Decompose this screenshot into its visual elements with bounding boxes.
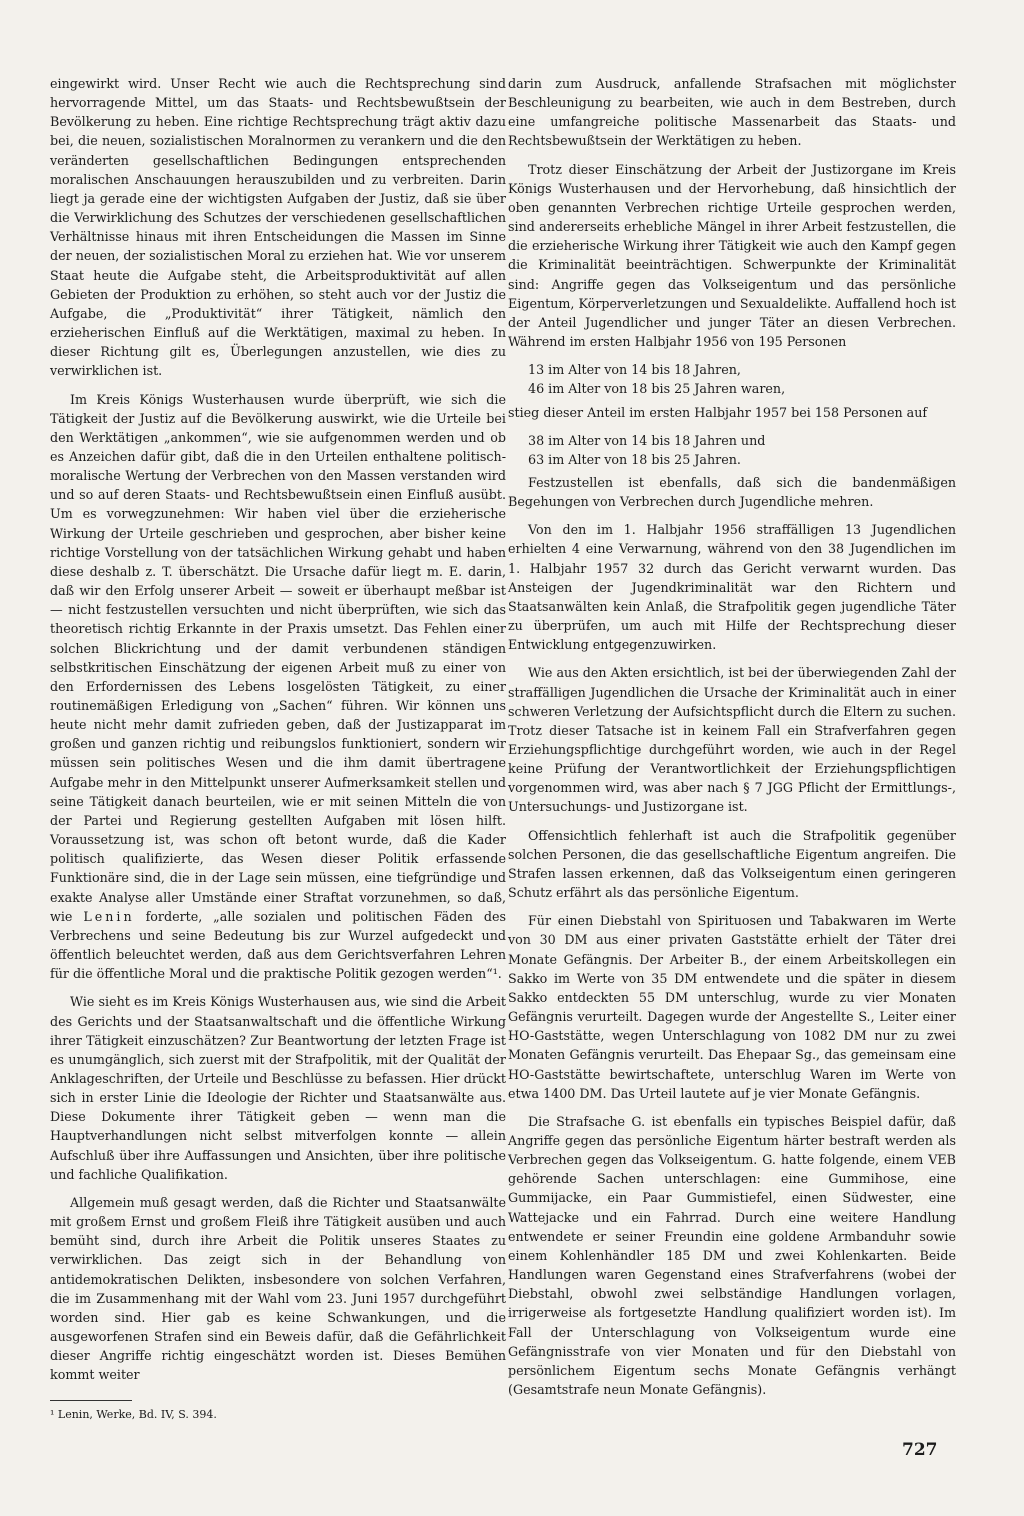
- statistics-line: 13 im Alter von 14 bis 18 Jahren,: [528, 362, 741, 378]
- page-number: 727: [902, 1440, 938, 1460]
- paragraph: [50, 390, 506, 984]
- paragraph: Festzustellen ist ebenfalls, daß sich die bandenmäßigen Begehungen von Verbrechen durch Jugendliche mehren.: [508, 474, 956, 510]
- footnote-divider: [50, 1400, 132, 1401]
- statistics-list: [508, 431, 956, 469]
- paragraph: darin zum Ausdruck, anfallende Strafsachen mit möglichster Beschleunigung zu bearbeiten, wie auch in dem Bestreben, durch eine umfangreiche politische Massenarbeit das Staats- und Rechtsbewußtsein der Werktätigen zu heben.: [508, 76, 956, 149]
- paragraph: Trotz dieser Einschätzung der Arbeit der Justizorgane im Kreis Königs Wusterhausen und der Hervorhebung, daß hinsichtlich der oben genannten Verbrechen richtige Urteile gesprochen werden, sind andererseits erhebliche Mängel in ihrer Arbeit festzustellen, die die erzieherische Wirkung ihrer Tätigkeit wie auch den Kampf gegen die Kriminalität beeinträchtigen. Schwerpunkte der Kriminalität sind: Angriffe gegen das Volkseigentum und das persönliche Eigentum, Körperverletzungen und Sexualdelikte. Auffallend hoch ist der Anteil Jugendlicher und junger Täter an diesen Verbrechen. Während im ersten Halbjahr 1956 von 195 Personen: [508, 161, 956, 350]
- spaced-name: Lenin: [83, 908, 135, 924]
- paragraph: eingewirkt wird. Unser Recht wie auch die Rechtsprechung sind hervorragende Mittel, um das Staats- und Rechtsbewußtsein der Bevölkerung zu heben. Eine richtige Rechtsprechung trägt aktiv dazu bei, die neuen, sozialistischen Moralnormen zu verankern und die den veränderten gesellschaftlichen Bedingungen entsprechenden moralischen Anschauungen herauszubilden und zu verbreiten. Darin liegt ja gerade eine der wichtigsten Aufgaben der Justiz, daß sie über die Verwirklichung des Schutzes der verschiedenen gesellschaftlichen Verhältnisse hinaus mit ihren Entscheidungen die Massen im Sinne der neuen, der sozialistischen Moral zu erziehen hat. Wie vor unserem Staat heute die Aufgabe steht, die Arbeitsproduktivität auf allen Gebieten der Produktion zu erhöhen, so steht auch vor der Justiz die Aufgabe, die „Produktivität“ ihrer Tätigkeit, nämlich den erzieherischen Einfluß auf die Werktätigen, maximal zu heben. In dieser Richtung gilt es, Überlegungen anzustellen, wie dies zu verwirklichen ist.: [50, 76, 506, 379]
- paragraph: Allgemein muß gesagt werden, daß die Richter und Staatsanwälte mit großem Ernst und großem Fleiß ihre Tätigkeit ausüben und auch bemüht sind, durch ihre Arbeit die Politik unseres Staates zu verwirklichen. Das zeigt sich in der Behandlung von antidemokratischen Delikten, insbesondere von solchen Verfahren, die im Zusammenhang mit der Wahl vom 23. Juni 1957 durchgeführt worden sind. Hier gab es keine Schwankungen, und die ausgeworfenen Strafen sind ein Beweis dafür, daß die Gefährlichkeit dieser Angriffe richtig eingeschätzt worden ist. Dieses Bemühen kommt weiter: [50, 1194, 506, 1383]
- text-run: forderte, „alle sozialen und politischen Fäden des Verbrechens und seine Bedeutung bis zur Wurzel aufgedeckt und öffentlich beleuchtet werden, daß aus dem Gerichtsverfahren Lehren für die öffentliche Moral und die praktische Politik gezogen werden“¹.: [50, 908, 506, 982]
- footnote: ¹ Lenin, Werke, Bd. IV, S. 394.: [50, 1408, 217, 1422]
- statistics-line: 63 im Alter von 18 bis 25 Jahren.: [528, 451, 741, 467]
- paragraph: stieg dieser Anteil im ersten Halbjahr 1957 bei 158 Personen auf: [508, 404, 928, 420]
- right-column: [508, 74, 956, 1408]
- paragraph: Wie aus den Akten ersichtlich, ist bei der überwiegenden Zahl der straffälligen Jugendlichen die Ursache der Kriminalität auch in einer schweren Verletzung der Aufsichtspflicht durch die Eltern zu suchen. Trotz dieser Tatsache ist in keinem Fall ein Strafverfahren gegen Erziehungspflichtige durchgeführt worden, wie auch in der Regel keine Prüfung der Verantwortlichkeit der Erziehungspflichtigen vorgenommen wird, was aber nach § 7 JGG Pflicht der Ermittlungs-, Untersuchungs- und Justizorgane ist.: [508, 665, 956, 815]
- paragraph: Für einen Diebstahl von Spirituosen und Tabakwaren im Werte von 30 DM aus einer privaten Gaststätte erhielt der Täter drei Monate Gefängnis. Der Arbeiter B., der einem Arbeitskollegen ein Sakko im Werte von 35 DM entwendete und die später in diesem Sakko entdeckten 55 DM unterschlug, wurde zu vier Monaten Gefängnis verurteilt. Dagegen wurde der Angestellte S., Leiter einer HO-Gaststätte, wegen Unterschlagung von 1082 DM nur zu zwei Monaten Gefängnis verurteilt. Das Ehepaar Sg., das gemeinsam eine HO-Gaststätte bewirtschaftete, unterschlug Waren im Werte von etwa 1400 DM. Das Urteil lautete auf je vier Monate Gefängnis.: [508, 913, 956, 1101]
- left-column: [50, 74, 506, 1422]
- statistics-list: [508, 360, 956, 398]
- text-run: Im Kreis Königs Wusterhausen wurde überprüft, wie sich die Tätigkeit der Justiz auf die Bevölkerung auswirkt, wie die Urteile bei den Werktätigen „ankommen“, wie sie aufgenommen werden und ob es Anzeichen dafür gibt, daß die in den Urteilen enthaltene politisch-moralische Wertung der Verbrechen von den Massen verstanden wird und so auf deren Staats- und Rechtsbewußtsein einen Einfluß ausübt. Um es vorwegzunehmen: Wir haben viel über die erzieherische Wirkung der Urteile geschrieben und gesprochen, aber bisher keine richtige Vorstellung von der tatsächlichen Wirkung gehabt und haben diese deshalb z. T. überschätzt. Die Ursache dafür liegt m. E. darin, daß wir den Erfolg unserer Arbeit — soweit er überhaupt meßbar ist — nicht festzustellen versuchten und nicht überprüften, wie sich das theoretisch richtig Erkannte in der Praxis umsetzt. Das Fehlen einer solchen Blickrichtung und der damit verbundenen ständigen selbstkritischen Einschätzung der eigenen Arbeit muß zu einer von den Erfordernissen des Lebens losgelösten Tätigkeit, zu einer routinemäßigen Erledigung von „Sachen“ führen. Wir können uns heute nicht mehr damit zufrieden geben, daß der Justizapparat im großen und ganzen richtig und reibungslos funktioniert, sondern wir müssen sein politisches Wesen und die ihm damit übertragene Aufgabe mehr in den Mittelpunkt unserer Aufmerksamkeit stellen und seine Tätigkeit danach beurteilen, wie er mit seinen Mitteln die von der Partei und Regierung gestellten Aufgaben mit lösen hilft. Voraussetzung ist, was schon oft betont wurde, daß die Kader politisch qualifizierte, das Wesen dieser Politik erfassende Funktionäre sind, die in der Lage sein müssen, eine tiefgründige und exakte Analyse aller Umstände einer Straftat vorzunehmen, so daß, wie: [50, 391, 506, 924]
- paragraph: Von den im 1. Halbjahr 1956 straffälligen 13 Jugendlichen erhielten 4 eine Verwarnung, während von den 38 Jugendlichen im 1. Halbjahr 1957 32 durch das Gericht verwarnt wurden. Das Ansteigen der Jugendkriminalität war den Richtern und Staatsanwälten kein Anlaß, die Strafpolitik gegen jugendliche Täter zu überprüfen, um auch mit Hilfe der Rechtsprechung dieser Entwicklung entgegenzuwirken.: [508, 522, 956, 653]
- paragraph: Wie sieht es im Kreis Königs Wusterhausen aus, wie sind die Arbeit des Gerichts und der Staatsanwaltschaft und die öffentliche Wirkung ihrer Tätigkeit einzuschätzen? Zur Beantwortung der letzten Frage ist es unumgänglich, sich zuerst mit der Strafpolitik, mit der Qualität der Anklageschriften, der Urteile und Beschlüsse zu befassen. Hier drückt sich in erster Linie die Ideologie der Richter und Staatsanwälte aus. Diese Dokumente ihrer Tätigkeit geben — wenn man die Hauptverhandlungen nicht selbst mitverfolgen konnte — allein Aufschluß über ihre Auffassungen und Ansichten, über ihre politische und fachliche Qualifikation.: [50, 994, 506, 1182]
- statistics-line: 46 im Alter von 18 bis 25 Jahren waren,: [528, 381, 786, 397]
- paragraph: Offensichtlich fehlerhaft ist auch die Strafpolitik gegenüber solchen Personen, die das gesellschaftliche Eigentum angreifen. Die Strafen lassen erkennen, daß das Volkseigentum einen geringeren Schutz erfährt als das persönliche Eigentum.: [508, 827, 956, 901]
- statistics-line: 38 im Alter von 14 bis 18 Jahren und: [528, 432, 766, 448]
- paragraph: Die Strafsache G. ist ebenfalls ein typisches Beispiel dafür, daß Angriffe gegen das persönliche Eigentum härter bestraft werden als Verbrechen gegen das Volkseigentum. G. hatte folgende, einem VEB gehörende Sachen unterschlagen: eine Gummihose, eine Gummijacke, ein Paar Gummistiefel, einen Südwester, eine Wattejacke und ein Fahrrad. Durch eine weitere Handlung entwendete er seiner Freundin eine goldene Armbanduhr sowie einem Kohlenhändler 185 DM und zwei Kohlenkarten. Beide Handlungen waren Gegenstand eines Strafverfahrens (wobei der Diebstahl, obwohl zwei selbständige Handlungen vorlagen, irrigerweise als fortgesetzte Handlung qualifiziert worden ist). Im Fall der Unterschlagung von Volkseigentum wurde eine Gefängnisstrafe von vier Monaten und für den Diebstahl von persönlichem Eigentum sechs Monate Gefängnis verhängt (Gesamtstrafe neun Monate Gefängnis).: [508, 1113, 956, 1397]
